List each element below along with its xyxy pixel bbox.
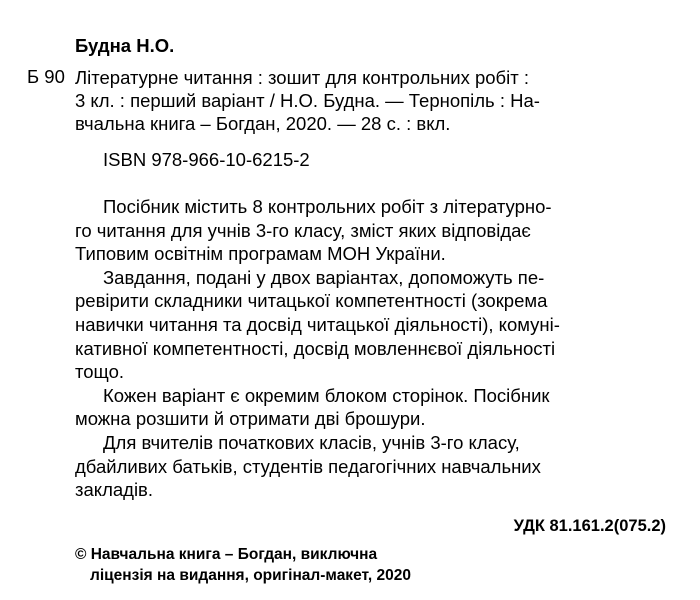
annotation-line: навички читання та досвід читацької діяльності), комуні-: [75, 313, 560, 335]
annotation-line: кативної компетентності, досвід мовленнєвої діяльності: [75, 337, 556, 359]
annotation: [75, 195, 666, 502]
annotation-line: Посібник містить 8 контрольних робіт з літературно-: [103, 196, 552, 217]
annotation-line: Кожен варіант є окремим блоком сторінок. Посібник: [103, 384, 550, 406]
annotation-line: го читання для учнів 3-го класу, зміст яких відповідає: [75, 219, 531, 241]
annotation-line: Для вчителів початкових класів, учнів 3-го класу,: [103, 431, 520, 453]
copyright-line: ліцензія на видання, оригінал-макет, 2020: [90, 567, 412, 584]
isbn: ISBN 978-966-10-6215-2: [103, 149, 310, 170]
annotation-paragraph: [75, 384, 666, 431]
udk-code: УДК 81.161.2(075.2): [513, 517, 666, 535]
copyright-notice: [75, 544, 411, 586]
annotation-paragraph: [75, 266, 666, 384]
bibliographic-description: [75, 66, 666, 135]
biblio-line: вчальна книга – Богдан, 2020. — 28 с. : вкл.: [75, 113, 451, 134]
annotation-paragraph: [75, 431, 666, 502]
author-name: Будна Н.О.: [75, 35, 175, 56]
annotation-line: Завдання, подані у двох варіантах, допоможуть пе-: [103, 266, 545, 288]
biblio-line: 3 кл. : перший варіант / Н.О. Будна. — Тернопіль : На-: [75, 90, 540, 111]
annotation-line: Типовим освітнім програмам МОН України.: [75, 243, 446, 265]
annotation-paragraph: [75, 195, 666, 266]
annotation-line: дбайливих батьків, студентів педагогічних навчальних: [75, 455, 541, 477]
annotation-line: можна розшити й отримати дві брошури.: [75, 408, 426, 430]
copyright-line: © Навчальна книга – Богдан, виключна: [75, 546, 378, 563]
annotation-line: закладів.: [75, 479, 154, 501]
biblio-line: Літературне читання : зошит для контрольних робіт :: [75, 67, 529, 88]
annotation-line: тощо.: [75, 361, 124, 383]
annotation-line: ревірити складники читацької компетентності (зокрема: [75, 290, 548, 312]
classification-code: Б 90: [27, 66, 65, 87]
